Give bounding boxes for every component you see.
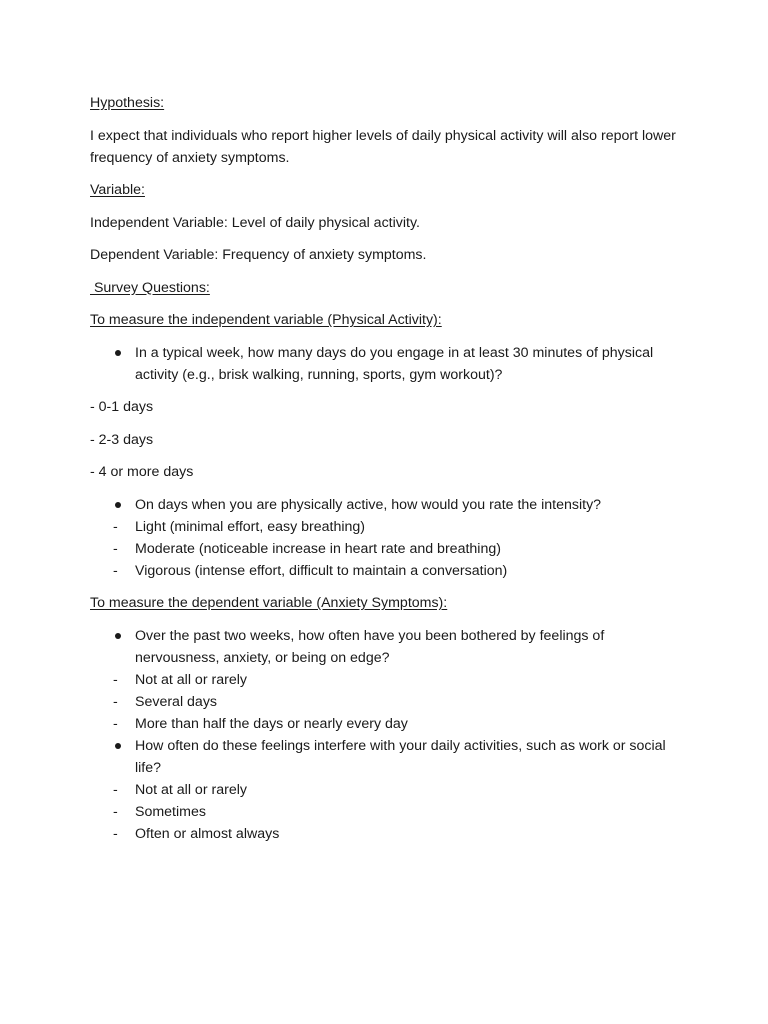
- dash-marker: -: [113, 518, 118, 535]
- dash-marker: -: [113, 825, 118, 842]
- option-text: Often or almost always: [135, 825, 280, 842]
- option-text: Several days: [135, 693, 218, 710]
- question-text: On days when you are physically active, how would you rate the intensity?: [135, 496, 602, 513]
- dash-marker: -: [113, 781, 118, 798]
- dash-marker: -: [113, 671, 118, 688]
- independent-variable-text: Independent Variable: Level of daily physical activity.: [90, 214, 420, 231]
- question-text: In a typical week, how many days do you engage in at least 30 minutes of physical activity (e.g., brisk walking, running, sports, gym workout)?: [135, 344, 654, 383]
- dependent-section-heading: To measure the dependent variable (Anxiety Symptoms):: [90, 595, 448, 611]
- dash-marker: -: [113, 803, 118, 820]
- option-text: More than half the days or nearly every day: [135, 715, 408, 732]
- dependent-variable-text: Dependent Variable: Frequency of anxiety symptoms.: [90, 247, 427, 263]
- option-item: [90, 560, 680, 582]
- option-item: [90, 801, 680, 823]
- independent-section-heading: To measure the independent variable (Physical Activity):: [90, 312, 442, 328]
- option-text: Vigorous (intense effort, difficult to maintain a conversation): [135, 562, 508, 579]
- hypothesis-text: I expect that individuals who report higher levels of daily physical activity will also report lower frequency of anxiety symptoms.: [90, 127, 676, 166]
- bullet-icon: [115, 350, 121, 356]
- question-text: Over the past two weeks, how often have you been bothered by feelings of nervousness, anxiety, or being on edge?: [135, 627, 605, 666]
- option-item: [90, 538, 680, 560]
- question-list-3: [90, 625, 680, 845]
- question-item: [90, 625, 680, 669]
- option-text: - 4 or more days: [90, 464, 194, 480]
- option-text: - 0-1 days: [90, 399, 154, 415]
- dash-marker: -: [113, 540, 118, 557]
- dash-marker: -: [113, 715, 118, 732]
- option-item: [90, 669, 680, 691]
- option-item: [90, 823, 680, 845]
- question-item: [90, 342, 680, 386]
- question-text: How often do these feelings interfere with your daily activities, such as work or social life?: [135, 737, 666, 776]
- dash-marker: -: [113, 693, 118, 710]
- option-item: [90, 516, 680, 538]
- question-item: [90, 494, 680, 516]
- hypothesis-heading: Hypothesis:: [90, 95, 165, 111]
- question-item: [90, 735, 680, 779]
- bullet-icon: [115, 502, 121, 508]
- option-item: [90, 713, 680, 735]
- option-text: Not at all or rarely: [135, 781, 247, 798]
- option-text: Moderate (noticeable increase in heart rate and breathing): [135, 540, 501, 557]
- option-text: - 2-3 days: [90, 431, 154, 448]
- option-text: Not at all or rarely: [135, 671, 247, 688]
- option-item: [90, 691, 680, 713]
- bullet-icon: [115, 633, 121, 639]
- option-text: Sometimes: [135, 803, 206, 820]
- dash-marker: -: [113, 562, 118, 579]
- question-list-1: [90, 342, 680, 386]
- option-item: [90, 779, 680, 801]
- variable-heading: Variable:: [90, 182, 145, 198]
- option-text: Light (minimal effort, easy breathing): [135, 518, 365, 535]
- document-page: [90, 92, 680, 845]
- survey-questions-heading: Survey Questions:: [90, 279, 210, 296]
- bullet-icon: [115, 743, 121, 749]
- question-list-2: [90, 494, 680, 582]
